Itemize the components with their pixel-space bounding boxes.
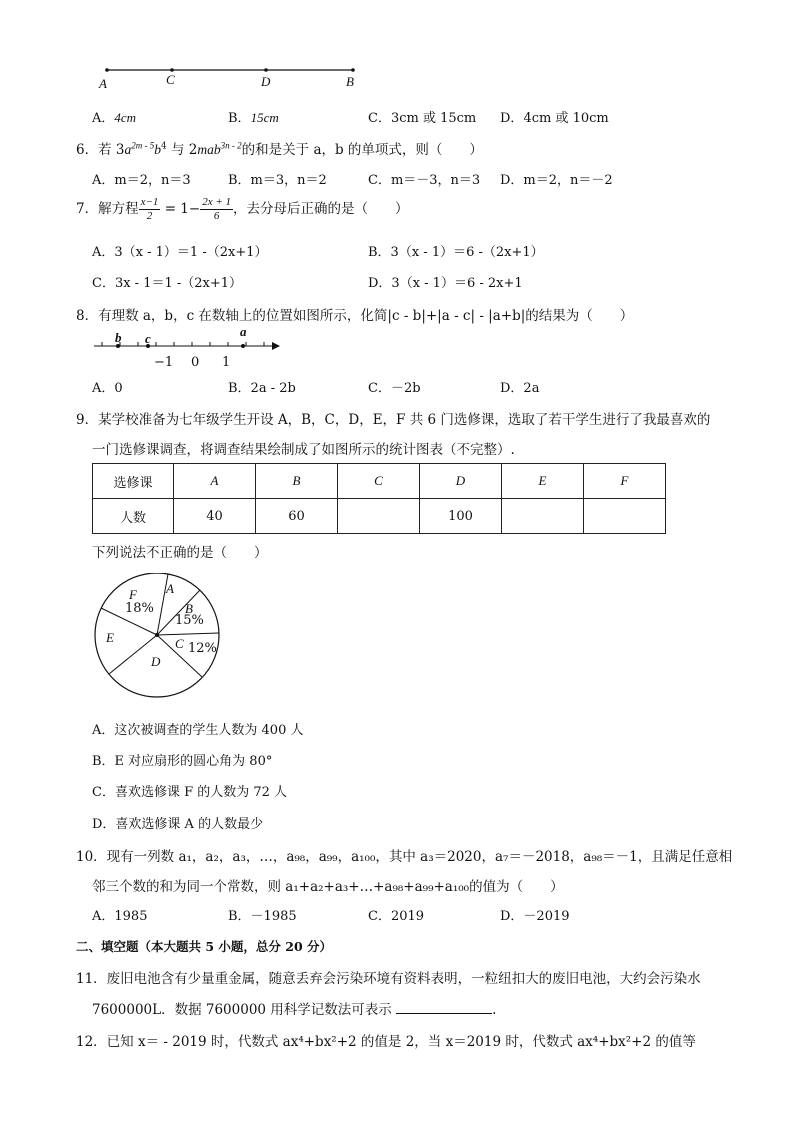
q12-stem: 12．已知 x＝ - 2019 时，代数式 ax⁴+bx²+2 的值是 2，当 x＝2019 时，代数式 ax⁴+bx²+2 的值等 — [76, 1034, 696, 1050]
table-header-row — [93, 464, 666, 499]
point-d — [264, 68, 268, 72]
survey-table — [92, 463, 666, 534]
q9-option-d[interactable]: D．喜欢选修课 A 的人数最少 — [92, 817, 264, 832]
point-b — [351, 68, 355, 72]
q8-option-c[interactable]: C．－2b — [368, 381, 421, 396]
table-header: 选修课 — [93, 464, 174, 499]
table-cell — [338, 499, 420, 534]
table-header: C — [338, 464, 420, 499]
table-header: A — [174, 464, 256, 499]
q6-stem: 6．若 $3a^{2m - 5}b^4$ 与 2mab$^{3n - 2}$的和是关于 a，b 的单项式，则（ ） — [76, 140, 483, 158]
pie-label-c: C — [175, 636, 184, 651]
segment-label-b: B — [346, 74, 354, 89]
section-heading: 二、填空题（本大题共 5 小题，总分 20 分） — [76, 939, 333, 954]
q5-option-c[interactable]: C．3cm 或 15cm — [368, 111, 477, 126]
q10-option-a[interactable]: A．1985 — [92, 909, 148, 924]
answer-blank[interactable] — [396, 1001, 492, 1014]
q9-option-b[interactable]: B．E 对应扇形的圆心角为 80° — [92, 754, 273, 769]
q10-option-b[interactable]: B．－1985 — [228, 909, 297, 924]
q5-option-a[interactable]: A．4cm — [92, 110, 137, 126]
axis-label-a: a — [240, 324, 247, 339]
segment-label-c: C — [166, 72, 175, 87]
axis-tick-0: 0 — [191, 355, 200, 370]
pie-label-e: E — [106, 630, 114, 645]
table-cell: 人数 — [93, 499, 174, 534]
q10-option-d[interactable]: D．－2019 — [500, 909, 570, 924]
pie-label-b: B — [185, 601, 193, 616]
point-a — [105, 68, 109, 72]
pie-pct-c: 12% — [188, 641, 217, 656]
segment-label-d: D — [261, 74, 271, 89]
q9-option-c[interactable]: C．喜欢选修课 F 的人数为 72 人 — [92, 785, 288, 800]
q6-option-c[interactable]: C．m＝－3，n＝3 — [368, 173, 481, 188]
point-a-dot — [241, 344, 245, 348]
q11-stem-line1: 11．废旧电池含有少量重金属，随意丢弃会污染环境有资料表明，一粒纽扣大的废旧电池，大约会污染水 — [76, 971, 701, 987]
pie-pct-b: 15% — [175, 613, 204, 628]
table-cell — [502, 499, 584, 534]
q9-stem-line1: 9．某学校准备为七年级学生开设 A，B，C，D，E，F 共 6 门选修课，选取了若干学生进行了我最喜欢的 — [76, 412, 711, 428]
q7-option-a[interactable]: A．3（x - 1）＝1 -（2x+1） — [92, 245, 268, 260]
q9-stem-line2: 一门选修课调查，将调查结果绘制成了如图所示的统计图表（不完整）. — [92, 442, 515, 458]
q10-stem-line2: 邻三个数的和为同一个常数，则 a₁+a₂+a₃+…+a₉₈+a₉₉+a₁₀₀的值为（ ） — [92, 879, 564, 895]
pie-label-f: F — [129, 587, 137, 602]
table-row — [93, 499, 666, 534]
pie-pct-f: 18% — [125, 601, 154, 616]
table-header: F — [584, 464, 666, 499]
q6-option-b[interactable]: B．m＝3，n＝2 — [228, 173, 327, 188]
segment-figure — [95, 60, 365, 92]
q5-option-b[interactable]: B．15cm — [228, 110, 279, 126]
table-cell — [584, 499, 666, 534]
q9-question: 下列说法不正确的是（ ） — [92, 545, 268, 561]
axis-tick-1: 1 — [222, 355, 231, 370]
pie-label-d: D — [151, 654, 161, 669]
table-cell: 60 — [256, 499, 338, 534]
q7-option-d[interactable]: D．3（x - 1）＝6 - 2x+1 — [368, 276, 523, 291]
axis-tick-neg1: −1 — [154, 355, 174, 370]
table-cell: 40 — [174, 499, 256, 534]
axis-label-c: c — [145, 331, 151, 346]
table-header: B — [256, 464, 338, 499]
q6-option-d[interactable]: D．m＝2，n＝－2 — [500, 173, 613, 188]
table-header: D — [420, 464, 502, 499]
table-cell: 100 — [420, 499, 502, 534]
q8-stem: 8．有理数 a，b，c 在数轴上的位置如图所示，化简|c - b|+|a - c| - |a+b|的结果为（ ） — [76, 308, 634, 324]
q8-option-d[interactable]: D．2a — [500, 381, 540, 396]
q11-stem-line2: 7600000L．数据 7600000 用科学记数法可表示 . — [92, 1002, 497, 1018]
q7-option-b[interactable]: B．3（x - 1）＝6 -（2x+1） — [368, 245, 544, 260]
pie-label-a: A — [166, 581, 174, 596]
axis-label-b: b — [115, 330, 122, 345]
q7-stem: 7．解方程 $\frac{x-1}{2}$ = 1− $\frac{2x + 1}{6}$ ，去分母后正确的是（ ） — [76, 196, 409, 222]
q10-stem-line1: 10．现有一列数 a₁，a₂，a₃，…，a₉₈，a₉₉，a₁₀₀，其中 a₃＝2020，a₇＝－2018，a₉₈＝－1，且满足任意相 — [76, 849, 733, 865]
q8-option-b[interactable]: B．2a - 2b — [228, 381, 296, 396]
table-header: E — [502, 464, 584, 499]
q7-option-c[interactable]: C．3x - 1＝1 -（2x+1） — [92, 276, 243, 291]
q8-option-a[interactable]: A．0 — [92, 381, 123, 396]
segment-label-a: A — [99, 76, 107, 91]
q9-option-a[interactable]: A．这次被调查的学生人数为 400 人 — [92, 723, 304, 738]
q10-option-c[interactable]: C．2019 — [368, 909, 425, 924]
q5-option-d[interactable]: D．4cm 或 10cm — [500, 111, 609, 126]
q6-option-a[interactable]: A．m＝2，n＝3 — [92, 173, 191, 188]
